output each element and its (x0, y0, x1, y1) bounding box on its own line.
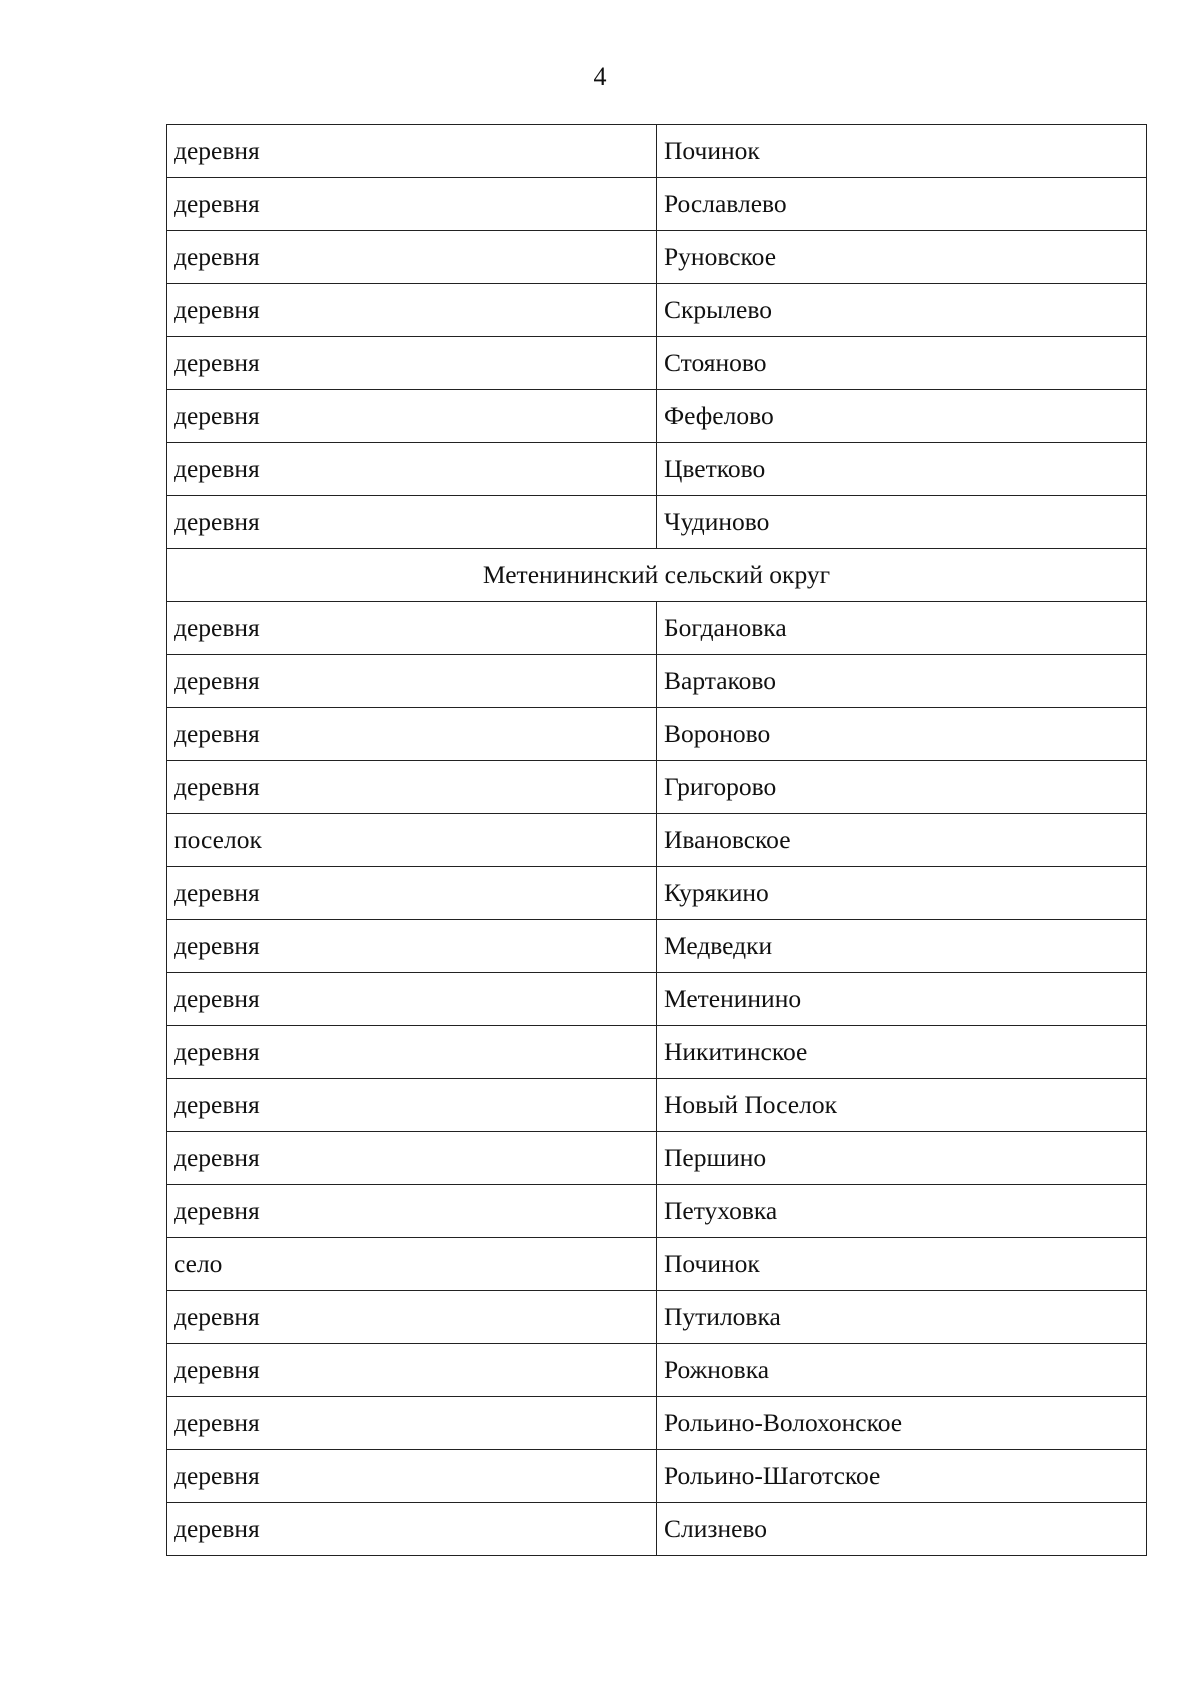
settlement-name-cell: Рольино-Волохонское (657, 1397, 1147, 1450)
settlement-name-cell: Григорово (657, 761, 1147, 814)
table-row (167, 390, 1147, 443)
settlement-name-cell: Никитинское (657, 1026, 1147, 1079)
settlement-name-cell: Першино (657, 1132, 1147, 1185)
table-row (167, 655, 1147, 708)
table-row (167, 1397, 1147, 1450)
settlement-type-cell: деревня (167, 1450, 657, 1503)
settlements-table (166, 124, 1147, 1556)
table-row (167, 178, 1147, 231)
settlement-type-cell: деревня (167, 602, 657, 655)
settlement-name-cell: Рославлево (657, 178, 1147, 231)
settlement-type-cell: деревня (167, 125, 657, 178)
settlement-name-cell: Скрылево (657, 284, 1147, 337)
table-row (167, 761, 1147, 814)
table-row (167, 920, 1147, 973)
table-row (167, 284, 1147, 337)
settlement-type-cell: деревня (167, 708, 657, 761)
table-row (167, 337, 1147, 390)
table-row (167, 231, 1147, 284)
table-row (167, 1291, 1147, 1344)
settlement-type-cell: деревня (167, 1291, 657, 1344)
settlement-type-cell: деревня (167, 231, 657, 284)
settlement-name-cell: Вороново (657, 708, 1147, 761)
table-row (167, 1132, 1147, 1185)
table-row (167, 1026, 1147, 1079)
table-row (167, 602, 1147, 655)
section-heading: Метенининский сельский округ (167, 549, 1147, 602)
settlement-type-cell: деревня (167, 1185, 657, 1238)
settlement-type-cell: деревня (167, 1026, 657, 1079)
settlement-name-cell: Стояново (657, 337, 1147, 390)
settlement-name-cell: Слизнево (657, 1503, 1147, 1556)
settlement-name-cell: Цветково (657, 443, 1147, 496)
settlements-table-body (167, 125, 1147, 1556)
settlement-name-cell: Метенинино (657, 973, 1147, 1026)
settlement-name-cell: Рожновка (657, 1344, 1147, 1397)
settlement-type-cell: село (167, 1238, 657, 1291)
settlement-name-cell: Новый Поселок (657, 1079, 1147, 1132)
table-row (167, 867, 1147, 920)
settlement-type-cell: деревня (167, 1079, 657, 1132)
table-row (167, 1079, 1147, 1132)
settlement-name-cell: Чудиново (657, 496, 1147, 549)
settlement-type-cell: деревня (167, 1132, 657, 1185)
settlement-name-cell: Рольино-Шаготское (657, 1450, 1147, 1503)
table-row (167, 708, 1147, 761)
table-row (167, 814, 1147, 867)
table-row (167, 1185, 1147, 1238)
table-row (167, 973, 1147, 1026)
settlement-type-cell: деревня (167, 390, 657, 443)
table-row (167, 1450, 1147, 1503)
table-row (167, 125, 1147, 178)
page-number: 4 (593, 62, 607, 91)
settlement-name-cell: Вартаково (657, 655, 1147, 708)
settlement-type-cell: поселок (167, 814, 657, 867)
settlement-type-cell: деревня (167, 1344, 657, 1397)
settlement-type-cell: деревня (167, 761, 657, 814)
settlement-name-cell: Руновское (657, 231, 1147, 284)
settlement-type-cell: деревня (167, 284, 657, 337)
table-row (167, 1344, 1147, 1397)
table-row (167, 1238, 1147, 1291)
settlement-type-cell: деревня (167, 496, 657, 549)
settlement-name-cell: Починок (657, 1238, 1147, 1291)
settlement-name-cell: Богдановка (657, 602, 1147, 655)
settlement-name-cell: Курякино (657, 867, 1147, 920)
settlement-type-cell: деревня (167, 867, 657, 920)
settlement-type-cell: деревня (167, 178, 657, 231)
settlement-name-cell: Фефелово (657, 390, 1147, 443)
settlement-type-cell: деревня (167, 655, 657, 708)
settlement-type-cell: деревня (167, 443, 657, 496)
settlement-name-cell: Починок (657, 125, 1147, 178)
settlement-name-cell: Медведки (657, 920, 1147, 973)
settlement-type-cell: деревня (167, 1397, 657, 1450)
settlement-type-cell: деревня (167, 920, 657, 973)
table-row (167, 1503, 1147, 1556)
table-row (167, 496, 1147, 549)
settlement-name-cell: Путиловка (657, 1291, 1147, 1344)
table-row (167, 443, 1147, 496)
settlement-type-cell: деревня (167, 973, 657, 1026)
settlement-name-cell: Ивановское (657, 814, 1147, 867)
settlement-type-cell: деревня (167, 337, 657, 390)
settlement-name-cell: Петуховка (657, 1185, 1147, 1238)
section-row (167, 549, 1147, 602)
settlement-type-cell: деревня (167, 1503, 657, 1556)
